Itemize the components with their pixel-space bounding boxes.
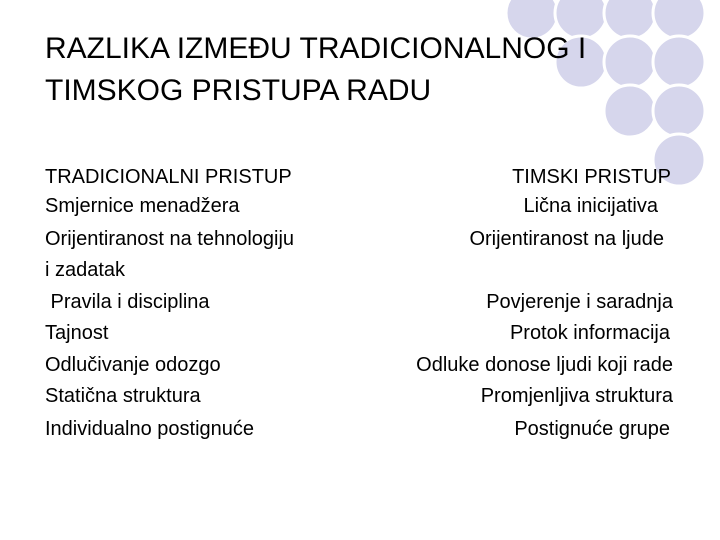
team-item: Lična inicijativa [523,195,658,217]
team-item: Protok informacija [509,322,670,344]
team-item: Postignuće grupe [514,418,670,440]
team-item: Povjerenje i saradnja [486,291,673,313]
team-item: Odluke donose ljudi koji rade [416,354,673,376]
traditional-item: Individualno postignuće [45,418,255,440]
traditional-item: Orijentiranost na tehnologiju [45,228,295,250]
traditional-item: i zadatak [45,259,126,281]
team-heading: TIMSKI PRISTUP [512,166,671,188]
team-item: Promjenljiva struktura [480,385,673,407]
traditional-item: Smjernice menadžera [45,195,240,217]
traditional-item: Pravila i disciplina [45,291,210,313]
traditional-item: Tajnost [45,322,109,344]
team-item: Orijentiranost na ljude [469,228,664,250]
traditional-heading: TRADICIONALNI PRISTUP [45,166,292,188]
traditional-item: Statična struktura [45,385,201,407]
slide-title [45,28,685,112]
title-line-2: TIMSKOG PRISTUPA RADU [45,74,432,107]
traditional-item: Odlučivanje odozgo [45,354,221,376]
title-line-1: RAZLIKA IZMEĐU TRADICIONALNOG I [45,32,587,65]
